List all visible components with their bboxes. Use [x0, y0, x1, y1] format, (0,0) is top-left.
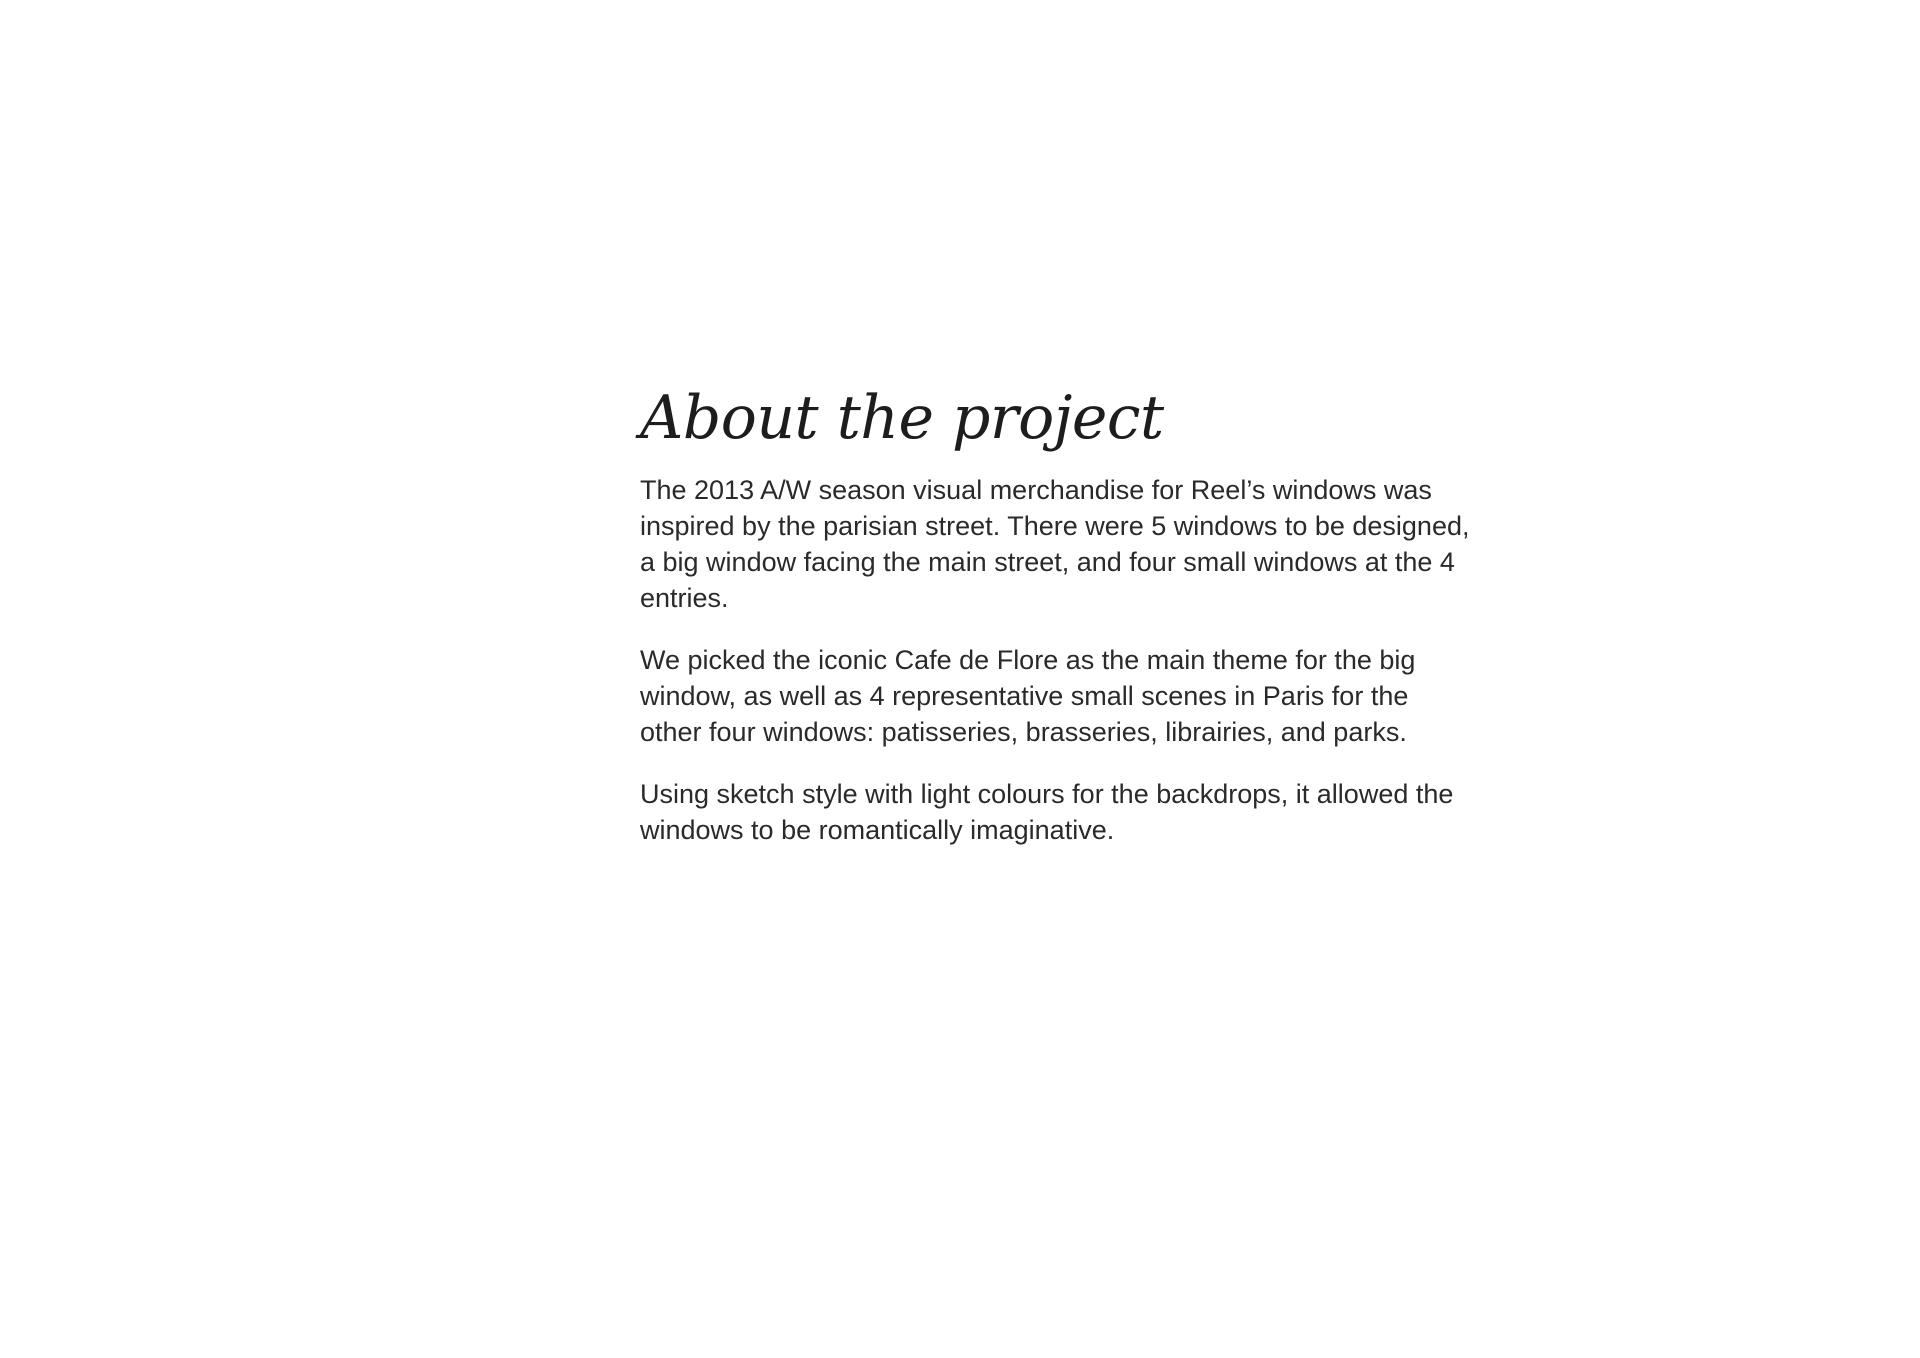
page-title: About the project — [640, 383, 1164, 453]
body-paragraph-3: Using sketch style with light colours for the backdrops, it allowed the windows to be romantically imaginative. — [640, 779, 1454, 845]
about-section — [640, 380, 1470, 848]
body-paragraph-1: The 2013 A/W season visual merchandise for Reel’s windows was inspired by the parisian street. There were 5 windows to be designed, a big window facing the main street, and four small windows at the 4 entries. — [640, 475, 1470, 613]
body-paragraph-2: We picked the iconic Cafe de Flore as the main theme for the big window, as well as 4 representative small scenes in Paris for the other four windows: patisseries, brasseries, librairies, and parks. — [640, 645, 1416, 747]
